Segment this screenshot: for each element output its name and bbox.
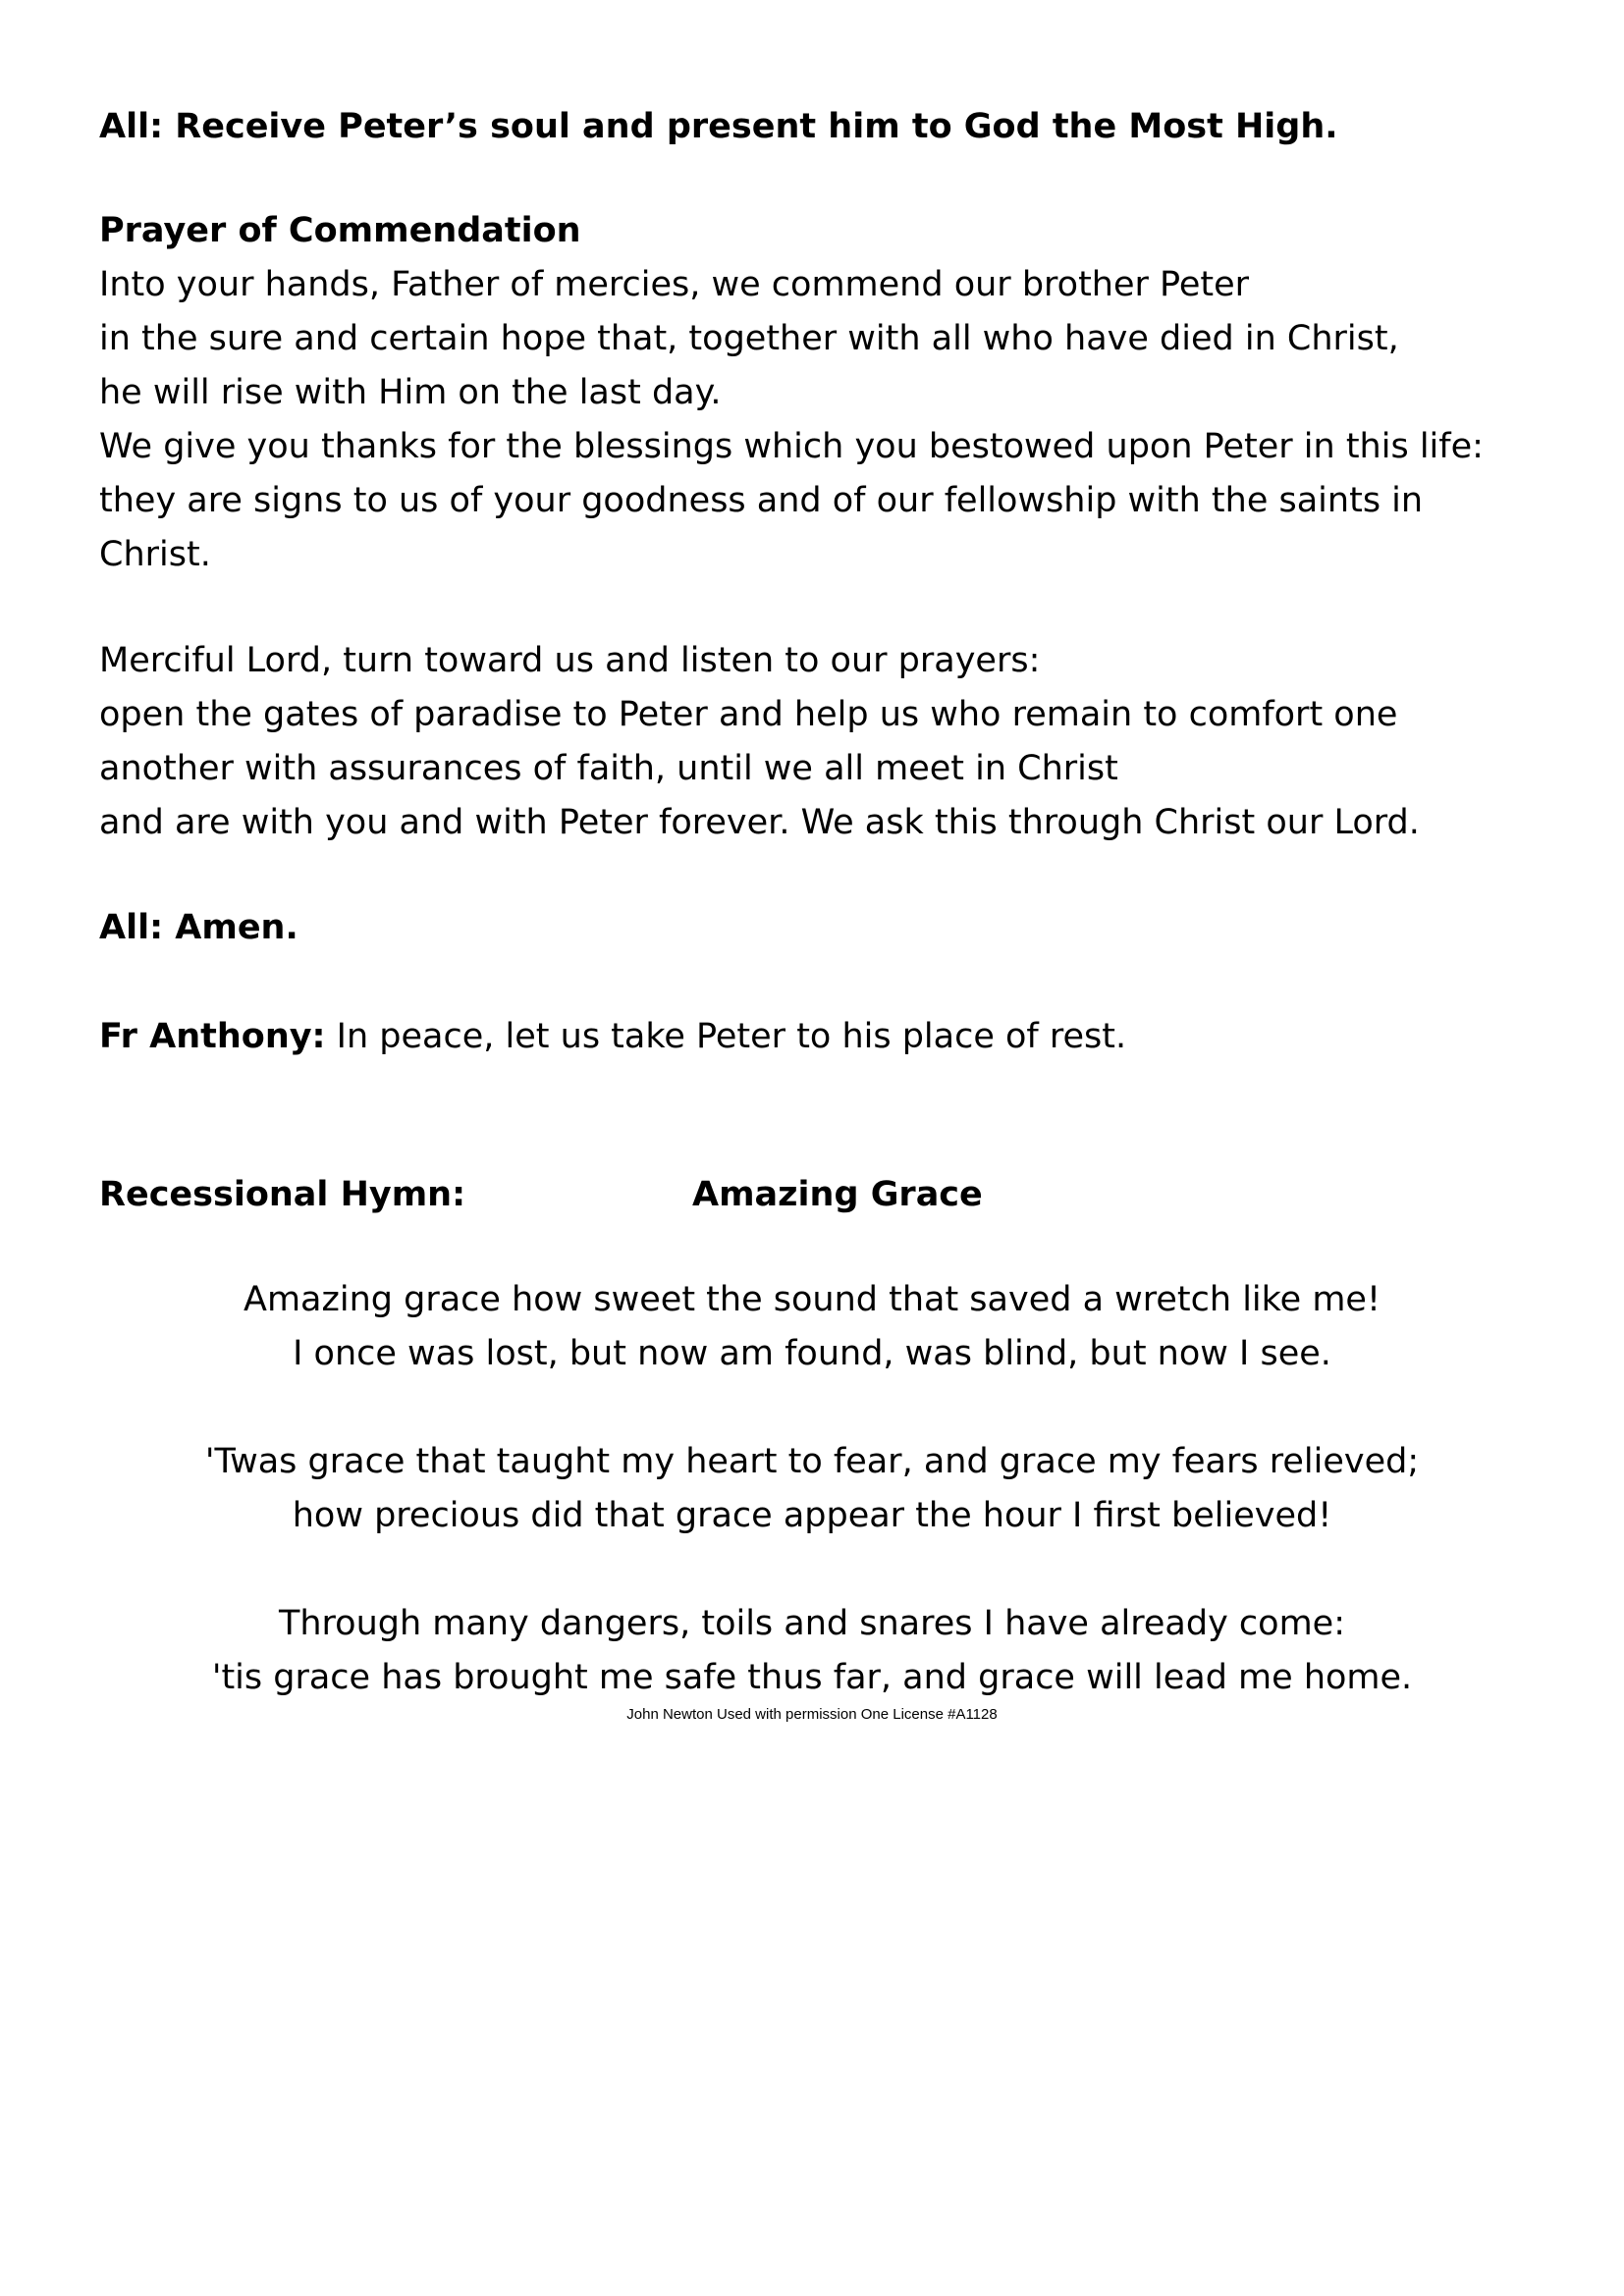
- hymn-verse-line: Amazing grace how sweet the sound that saved a wretch like me!: [244, 1280, 1380, 1319]
- hymn-credit: John Newton Used with permission One License #A1128: [626, 1706, 998, 1723]
- prayer-line: We give you thanks for the blessings which you bestowed upon Peter in this life:: [99, 427, 1484, 466]
- prayer-line: and are with you and with Peter forever. We ask this through Christ our Lord.: [99, 803, 1420, 842]
- prayer-line: open the gates of paradise to Peter and help us who remain to comfort one: [99, 695, 1398, 734]
- hymn-verse-line: I once was lost, but now am found, was blind, but now I see.: [293, 1334, 1331, 1373]
- prayer-line: another with assurances of faith, until we all meet in Christ: [99, 749, 1118, 788]
- dismissal-line: [99, 1015, 1126, 1058]
- response-commend: All: Receive Peter’s soul and present him to God the Most High.: [99, 107, 1338, 146]
- prayer-line: he will rise with Him on the last day.: [99, 373, 722, 412]
- prayer-line: they are signs to us of your goodness and of our fellowship with the saints in: [99, 481, 1424, 520]
- prayer-line: in the sure and certain hope that, together with all who have died in Christ,: [99, 319, 1399, 358]
- hymn-verse-line: 'tis grace has brought me safe thus far, and grace will lead me home.: [211, 1658, 1413, 1697]
- prayer-line: Into your hands, Father of mercies, we commend our brother Peter: [99, 265, 1250, 304]
- prayer-heading: Prayer of Commendation: [99, 211, 581, 250]
- hymn-verse-line: 'Twas grace that taught my heart to fear, and grace my fears relieved;: [204, 1442, 1420, 1481]
- response-amen: All: Amen.: [99, 908, 298, 947]
- hymn-title: Amazing Grace: [692, 1175, 983, 1214]
- prayer-line: Christ.: [99, 535, 211, 574]
- dismissal-speaker: Fr Anthony:: [99, 1017, 326, 1056]
- dismissal-text: In peace, let us take Peter to his place of rest.: [325, 1017, 1127, 1056]
- hymn-verse-line: Through many dangers, toils and snares I have already come:: [279, 1604, 1345, 1643]
- prayer-line: Merciful Lord, turn toward us and listen to our prayers:: [99, 641, 1041, 680]
- hymn-verse-line: how precious did that grace appear the hour I first believed!: [292, 1496, 1332, 1535]
- hymn-label: Recessional Hymn:: [99, 1175, 466, 1214]
